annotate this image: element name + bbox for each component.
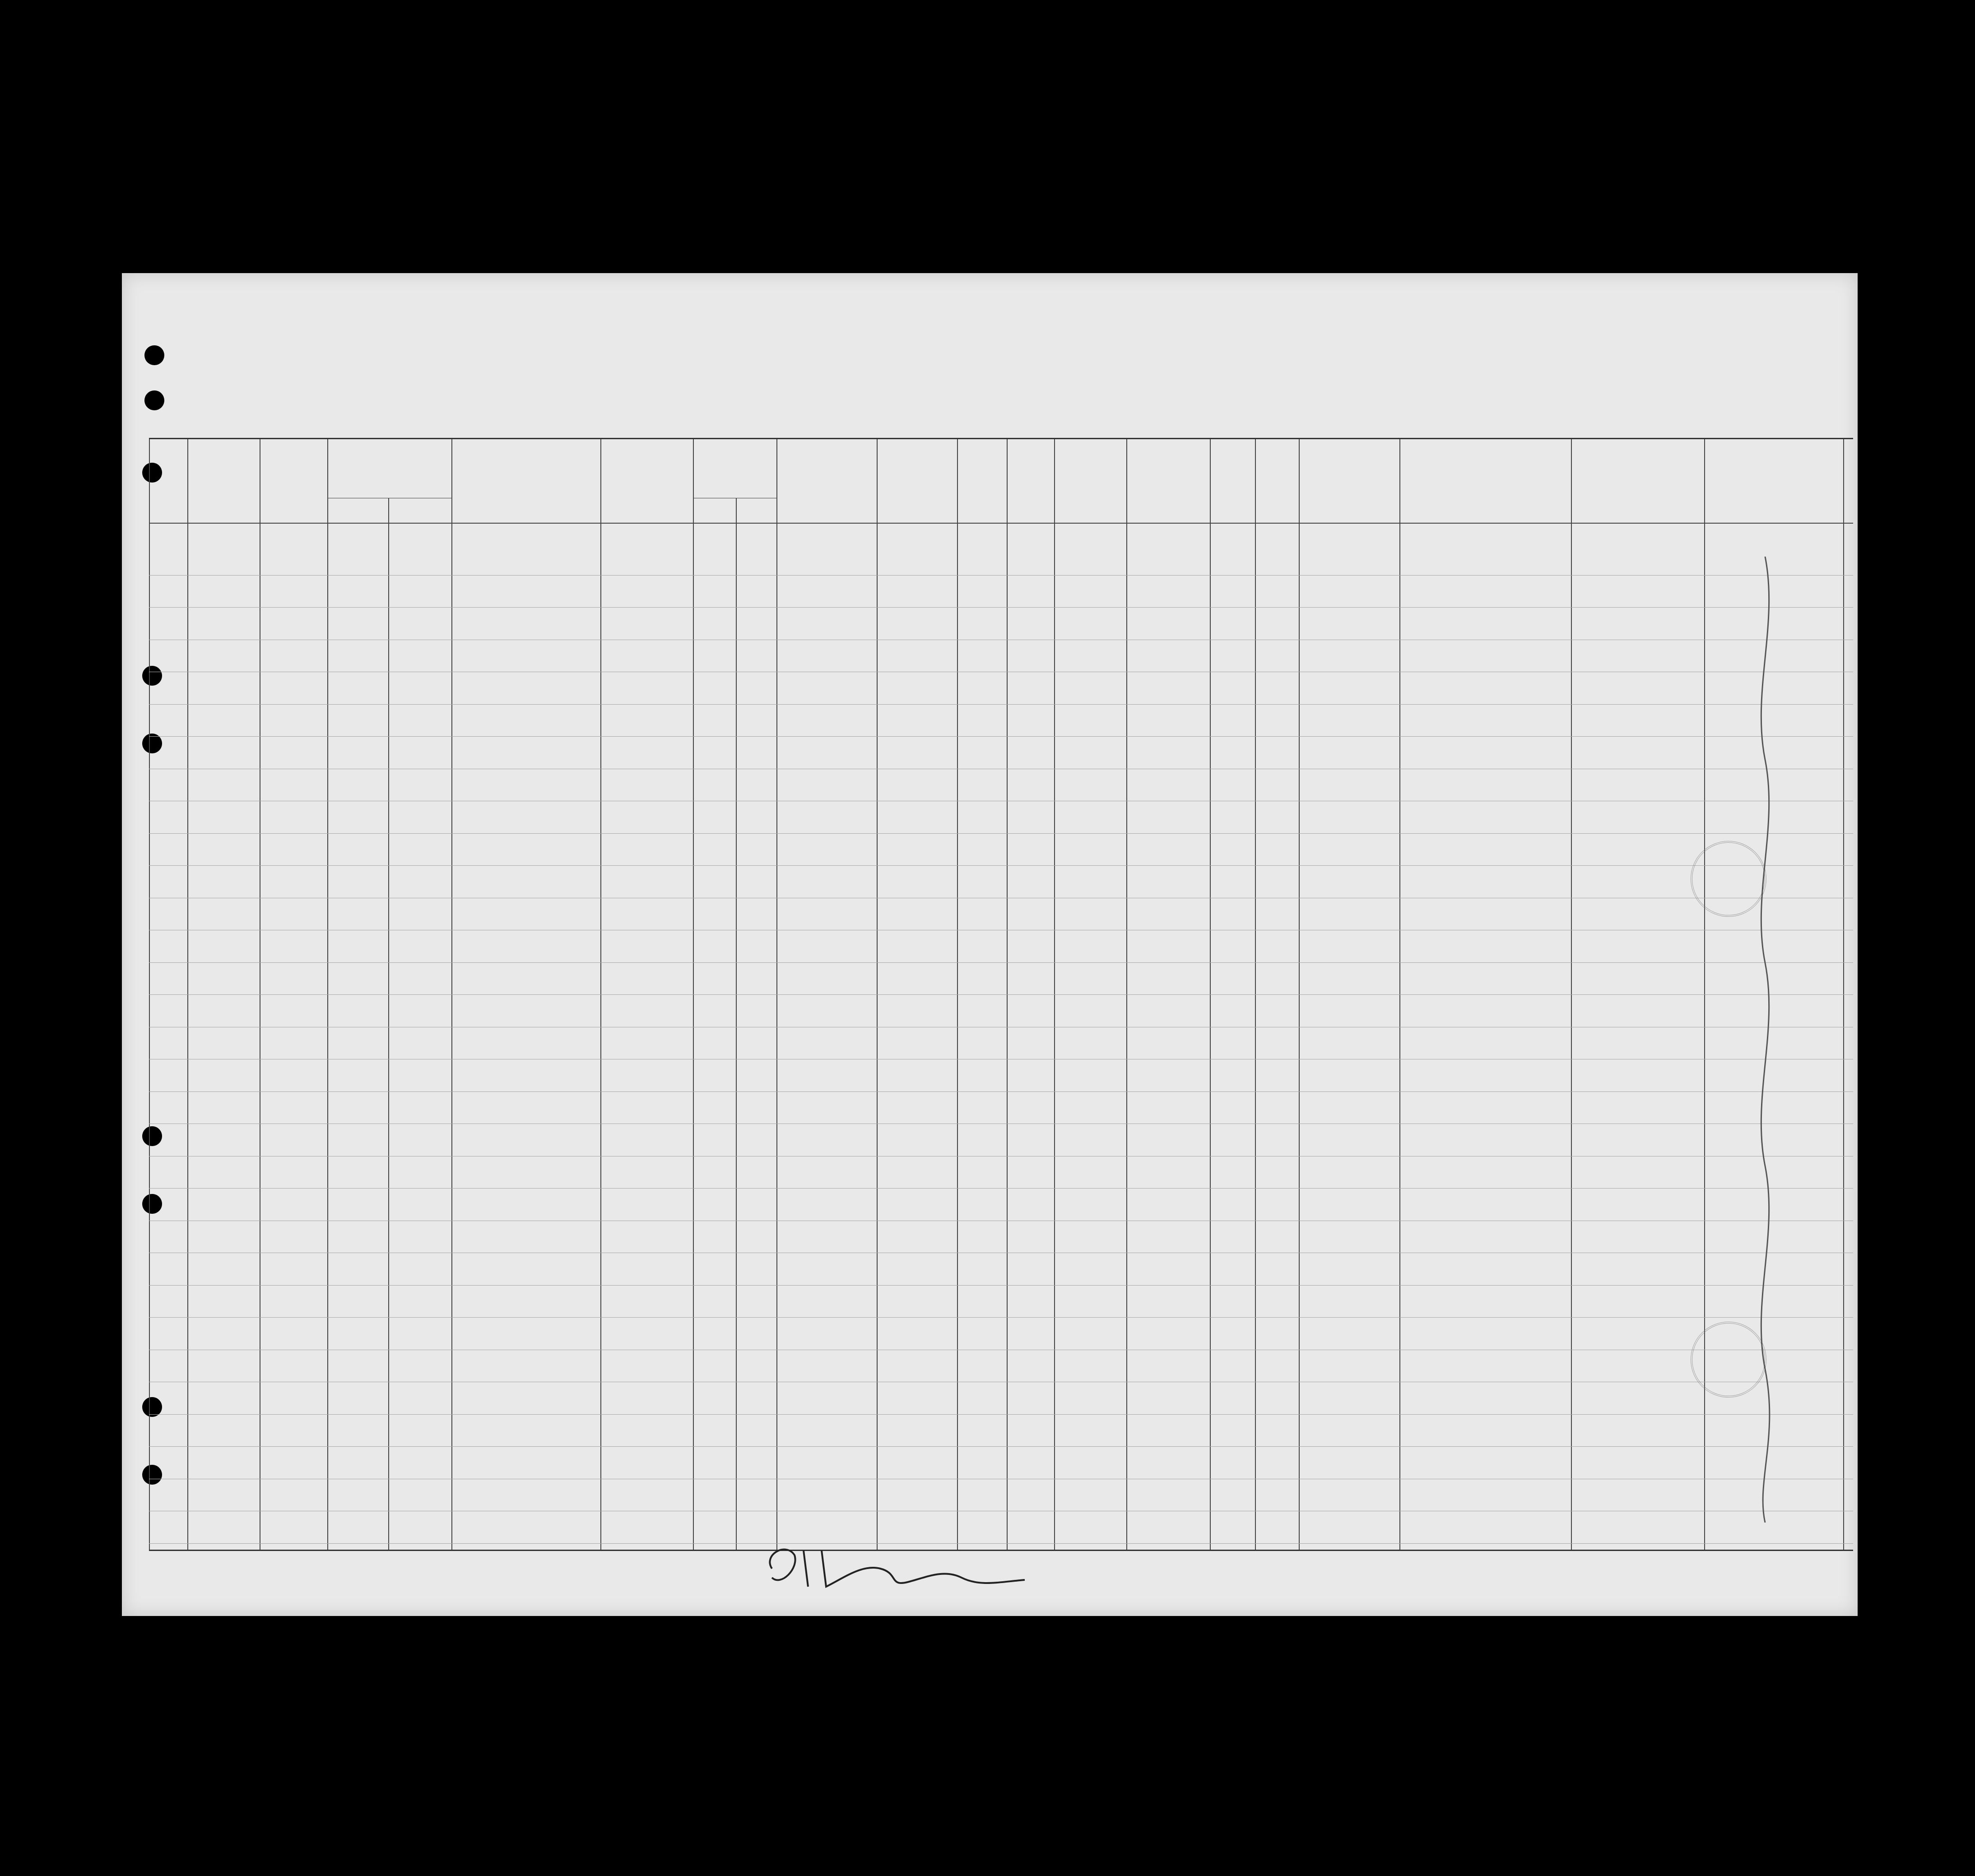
header-divider — [149, 523, 1853, 524]
row-rule — [149, 736, 1853, 737]
manifest-sheet — [122, 273, 1858, 1616]
row-rule — [149, 833, 1853, 834]
manifest-table — [149, 438, 1853, 1551]
subcolumn-divider — [388, 498, 389, 1550]
inspector-signature — [754, 1537, 1034, 1600]
ditto-line — [1738, 557, 1792, 1523]
row-rule — [149, 1446, 1853, 1447]
row-rule — [149, 1414, 1853, 1415]
row-rule — [149, 994, 1853, 995]
row-rule — [149, 865, 1853, 866]
subcolumn-divider — [736, 498, 737, 1550]
row-rule — [149, 1317, 1853, 1318]
row-rule — [149, 607, 1853, 608]
punch-hole — [144, 390, 164, 410]
row-rule — [149, 704, 1853, 705]
row-rule — [149, 1188, 1853, 1189]
row-rule — [149, 1091, 1853, 1092]
row-rule — [149, 962, 1853, 963]
row-rule — [149, 1285, 1853, 1286]
row-rule — [149, 575, 1853, 576]
punch-hole — [144, 345, 164, 365]
